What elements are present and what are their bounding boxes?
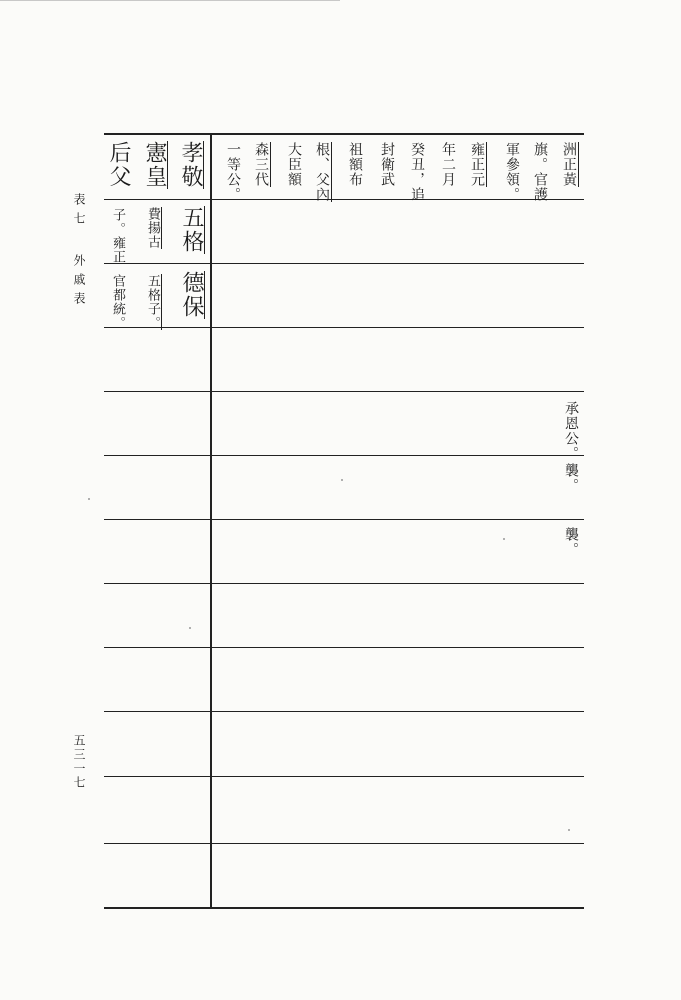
person-note: 費揚古 [145,207,160,249]
title-entry: 襲。 [563,527,579,557]
bio-col: 軍參領。 [504,142,520,202]
title-entry: 襲。 [563,463,579,493]
bio-col: 大臣額 [286,142,302,187]
person-name: 孝敬 [178,141,203,189]
table-bottom-rule [104,907,584,909]
row-rule [104,583,584,584]
row-rule [104,843,584,844]
bio-col: 年二月 [440,142,456,187]
row-rule [104,519,584,520]
bio-col: 癸丑，追 [409,142,425,202]
person-note-2: 子。雍正 [110,208,125,264]
page-number: 五三一七 [72,734,86,790]
person-title: 憲皇 [142,141,167,189]
table-label: 表七 [72,193,86,231]
person-note: 五格子。 [145,274,160,330]
row-rule [104,391,584,392]
bio-col: 根、父內 [314,142,330,202]
row-rule [104,263,584,264]
scan-speck [341,479,343,481]
row-rule [104,711,584,712]
row-rule [104,647,584,648]
person-note-2: 官都統。 [110,274,125,330]
title-entry: 承恩公。 [563,401,579,461]
bio-col: 旗。官護 [532,142,548,202]
bio-col: 森三代 [253,142,269,187]
bio-col: 一等公。 [225,142,241,202]
row-rule [104,327,584,328]
scan-speck [568,829,570,831]
row-rule [104,455,584,456]
scan-speck [88,498,90,500]
row-rule [104,776,584,777]
section-title: 外戚表 [72,254,86,311]
person-name: 五格 [179,206,204,254]
scan-edge-line [0,0,340,1]
column-divider [210,135,212,908]
person-name: 德保 [179,271,204,319]
bio-col: 洲正黃 [561,142,577,187]
person-title-2: 后父 [106,141,131,189]
scan-speck [503,538,505,540]
scan-speck [189,627,191,629]
bio-col: 封衛武 [379,142,395,187]
bio-col: 祖額布 [347,142,363,187]
table-top-rule [104,133,584,135]
bio-col: 雍正元 [469,142,485,187]
